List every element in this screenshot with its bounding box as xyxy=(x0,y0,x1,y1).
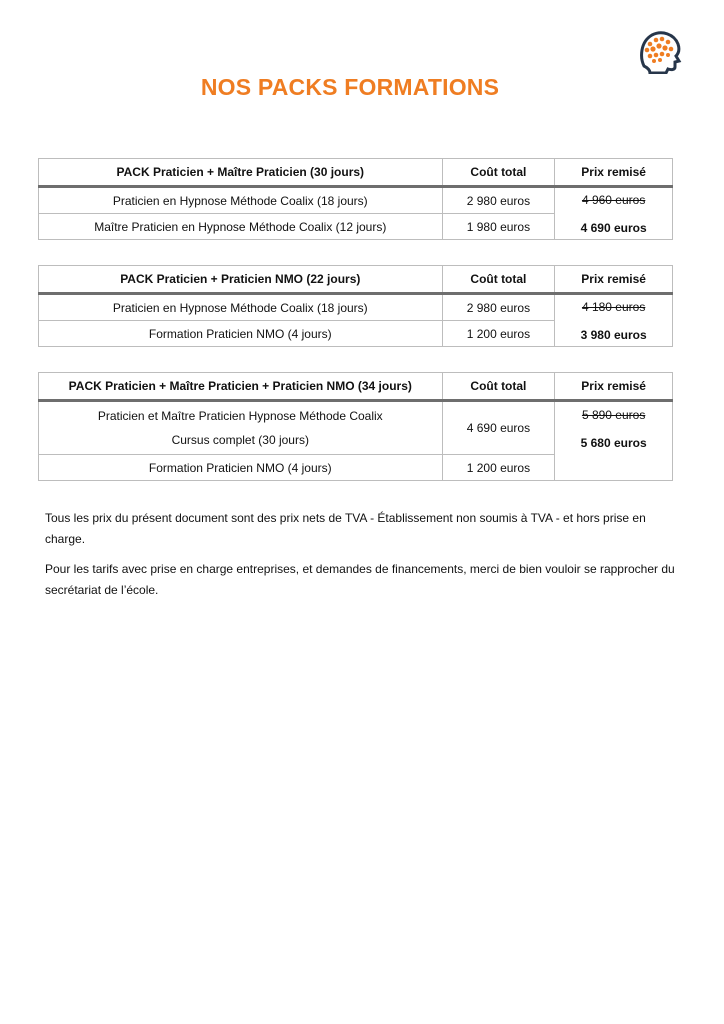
table-row xyxy=(39,294,673,321)
table-row xyxy=(39,401,673,455)
price-header: Prix remisé xyxy=(555,373,673,401)
discount-cell xyxy=(555,187,673,240)
discounted-price: 5 680 euros xyxy=(580,436,647,450)
course-cost: 2 980 euros xyxy=(442,294,555,321)
course-cost: 2 980 euros xyxy=(442,187,555,214)
financing-note: Pour les tarifs avec prise en charge entreprises, et demandes de financements, merci de bien vouloir se rapprocher du secrétariat de l’école. xyxy=(45,562,675,597)
pack-title: PACK Praticien + Maître Praticien (30 jours) xyxy=(39,159,443,187)
table-header-row xyxy=(39,373,673,401)
pack-table-2 xyxy=(38,265,673,347)
old-price: 4 960 euros xyxy=(581,192,646,207)
head-brain-icon xyxy=(636,28,682,74)
course-label: Maître Praticien en Hypnose Méthode Coalix (12 jours) xyxy=(39,214,443,240)
price-header: Prix remisé xyxy=(555,159,673,187)
discount-cell xyxy=(555,294,673,347)
discount-cell xyxy=(555,401,673,481)
course-label-line: Cursus complet (30 jours) xyxy=(171,433,309,447)
table-header-row xyxy=(39,159,673,187)
course-label xyxy=(39,401,443,455)
course-cost: 1 980 euros xyxy=(442,214,555,240)
pack-table-3 xyxy=(38,372,673,481)
course-label-line: Praticien et Maître Praticien Hypnose Méthode Coalix xyxy=(97,409,383,423)
old-price: 5 890 euros xyxy=(581,408,646,422)
table-header-row xyxy=(39,266,673,294)
course-label: Praticien en Hypnose Méthode Coalix (18 jours) xyxy=(39,187,443,214)
page-title: NOS PACKS FORMATIONS xyxy=(200,74,500,100)
course-cost: 1 200 euros xyxy=(442,321,555,347)
pack-title: PACK Praticien + Maître Praticien + Praticien NMO (34 jours) xyxy=(39,373,443,401)
pack-table-1 xyxy=(38,158,673,240)
course-label: Formation Praticien NMO (4 jours) xyxy=(39,321,443,347)
cost-header: Coût total xyxy=(442,159,555,187)
pack-title: PACK Praticien + Praticien NMO (22 jours) xyxy=(39,266,443,294)
course-label: Praticien en Hypnose Méthode Coalix (18 jours) xyxy=(39,294,443,321)
cost-header: Coût total xyxy=(442,266,555,294)
table-row xyxy=(39,187,673,214)
old-price: 4 180 euros xyxy=(581,299,646,314)
discounted-price: 3 980 euros xyxy=(580,327,647,342)
price-header: Prix remisé xyxy=(555,266,673,294)
cost-header: Coût total xyxy=(442,373,555,401)
course-cost: 4 690 euros xyxy=(442,401,555,455)
discounted-price: 4 690 euros xyxy=(580,220,647,235)
course-cost: 1 200 euros xyxy=(442,455,555,481)
course-label: Formation Praticien NMO (4 jours) xyxy=(39,455,443,481)
vat-note: Tous les prix du présent document sont des prix nets de TVA - Établissement non soumis à TVA - et hors prise en charge. xyxy=(45,511,646,546)
